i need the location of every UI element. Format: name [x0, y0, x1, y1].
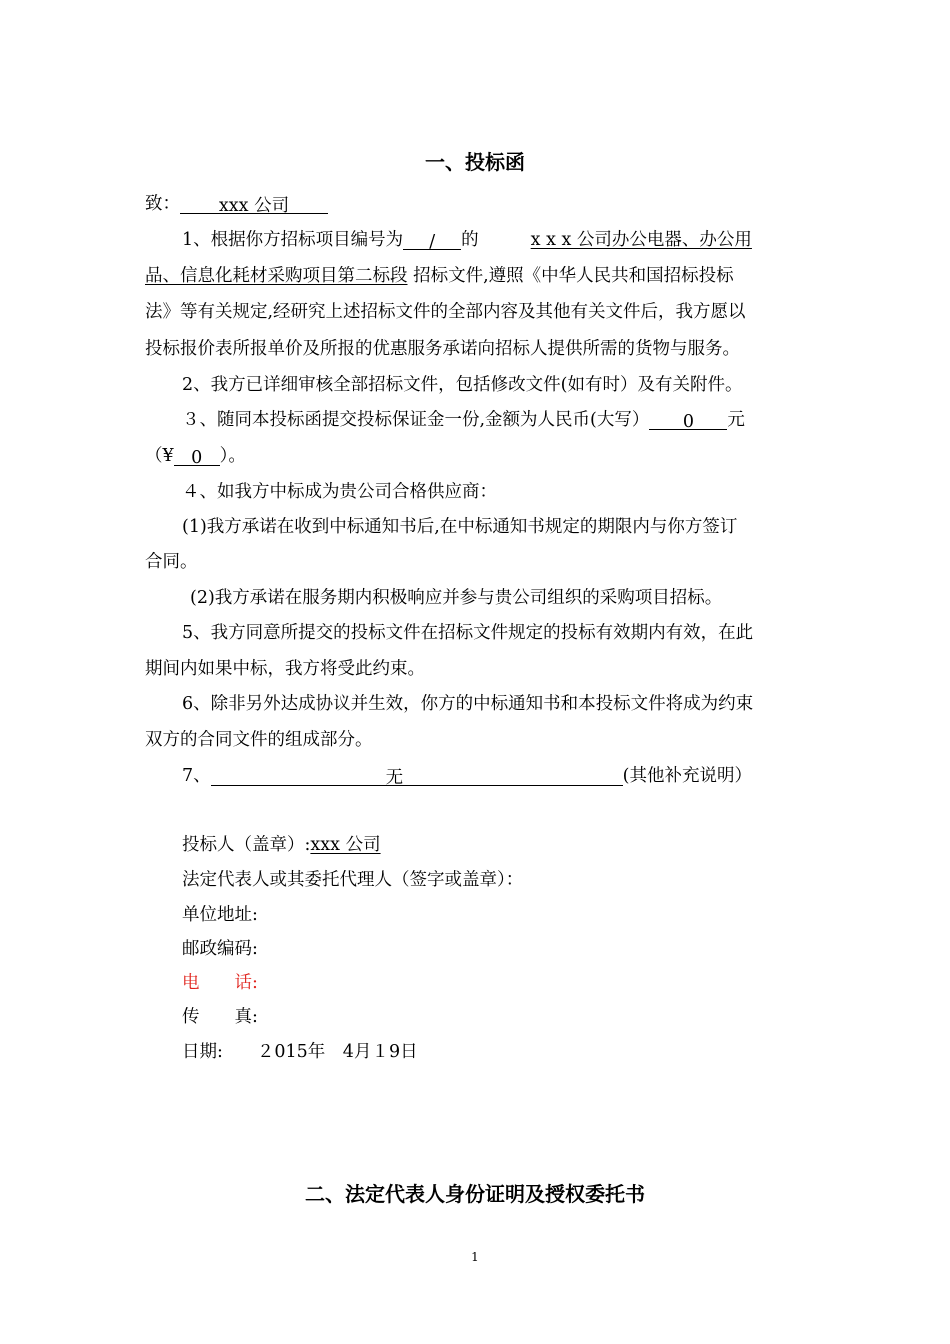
project-number: / [403, 231, 461, 250]
paragraph-1-line-4: 投标报价表所报单价及所报的优惠服务承诺向招标人提供所需的货物与服务。 [145, 339, 740, 359]
paragraph-3-line-1 [182, 409, 745, 431]
phone-line: 电 话: [182, 973, 258, 993]
paragraph-2: 2、我方已详细审核全部招标文件，包括修改文件(如有时）及有关附件。 [182, 375, 743, 395]
p7-prefix: 7、 [182, 766, 211, 786]
bidder-line [182, 834, 381, 856]
paragraph-6-line-2: 双方的合同文件的组成部分。 [145, 730, 373, 750]
p1-text-a: 1、根据你方招标项目编号为 [182, 230, 404, 250]
date-line [182, 1041, 418, 1063]
paragraph-1-line-1 [182, 229, 752, 251]
paragraph-1-line-2 [145, 265, 734, 287]
p3-text-d: ）。 [219, 446, 246, 466]
paragraph-4: ４、如我方中标成为贵公司合格供应商： [182, 482, 497, 502]
p3-text-a: ３、随同本投标函提交投标保证金一份,金额为人民币(大写） [182, 410, 650, 430]
paragraph-3-line-2 [145, 445, 246, 467]
paragraph-6-line-1: 6、除非另外达成协议并生效，你方的中标通知书和本投标文件将成为约束 [182, 694, 754, 714]
recipient-company: xxx 公司 [180, 195, 328, 214]
supplementary-note-value: 无 [385, 768, 404, 788]
legal-representative-line: 法定代表人或其委托代理人（签字或盖章）： [182, 870, 524, 890]
fax-line: 传 真: [182, 1007, 258, 1027]
p3-text-b: 元 [727, 410, 745, 430]
section-title-authorization: 二、法定代表人身份证明及授权委托书 [305, 1182, 645, 1206]
date-label: 日期: [182, 1042, 223, 1062]
bidder-label: 投标人（盖章）: [182, 835, 311, 855]
paragraph-5-line-1: 5、我方同意所提交的投标文件在招标文件规定的投标有效期内有效，在此 [182, 623, 754, 643]
deposit-amount-upper: 0 [649, 411, 727, 430]
p1-text-b: 的 [461, 230, 479, 250]
paragraph-4-2: (2)我方承诺在服务期内积极响应并参与贵公司组织的采购项目招标。 [190, 588, 723, 608]
paragraph-4-1-line-2: 合同。 [145, 552, 198, 572]
project-name-part-2: 品、信息化耗材采购项目第二标段 [145, 266, 408, 286]
paragraph-4-1-line-1: (1)我方承诺在收到中标通知书后,在中标通知书规定的期限内与你方签订 [182, 517, 738, 537]
date-value: ２015年 4月１9日 [256, 1042, 418, 1062]
address-line: 单位地址: [182, 905, 258, 925]
p7-suffix: (其他补充说明） [622, 766, 752, 786]
paragraph-1-line-3: 法》等有关规定,经研究上述招标文件的全部内容及其他有关文件后，我方愿以 [145, 302, 746, 322]
section-title-bid-letter: 一、投标函 [425, 150, 525, 174]
recipient-line [145, 193, 328, 215]
supplementary-note-field [211, 767, 623, 786]
postcode-line: 邮政编码: [182, 939, 258, 959]
page-number: 1 [471, 1250, 479, 1264]
paragraph-5-line-2: 期间内如果中标，我方将受此约束。 [145, 659, 425, 679]
p1-text-c: 招标文件,遵照《中华人民共和国招标投标 [413, 266, 734, 286]
p3-text-c: （¥ [145, 446, 174, 466]
recipient-prefix: 致： [145, 194, 180, 214]
deposit-amount: 0 [174, 447, 220, 466]
project-name-part-1: x x x 公司办公电器、办公用 [530, 230, 752, 250]
bidder-value: xxx 公司 [310, 835, 381, 855]
paragraph-7 [182, 765, 752, 787]
